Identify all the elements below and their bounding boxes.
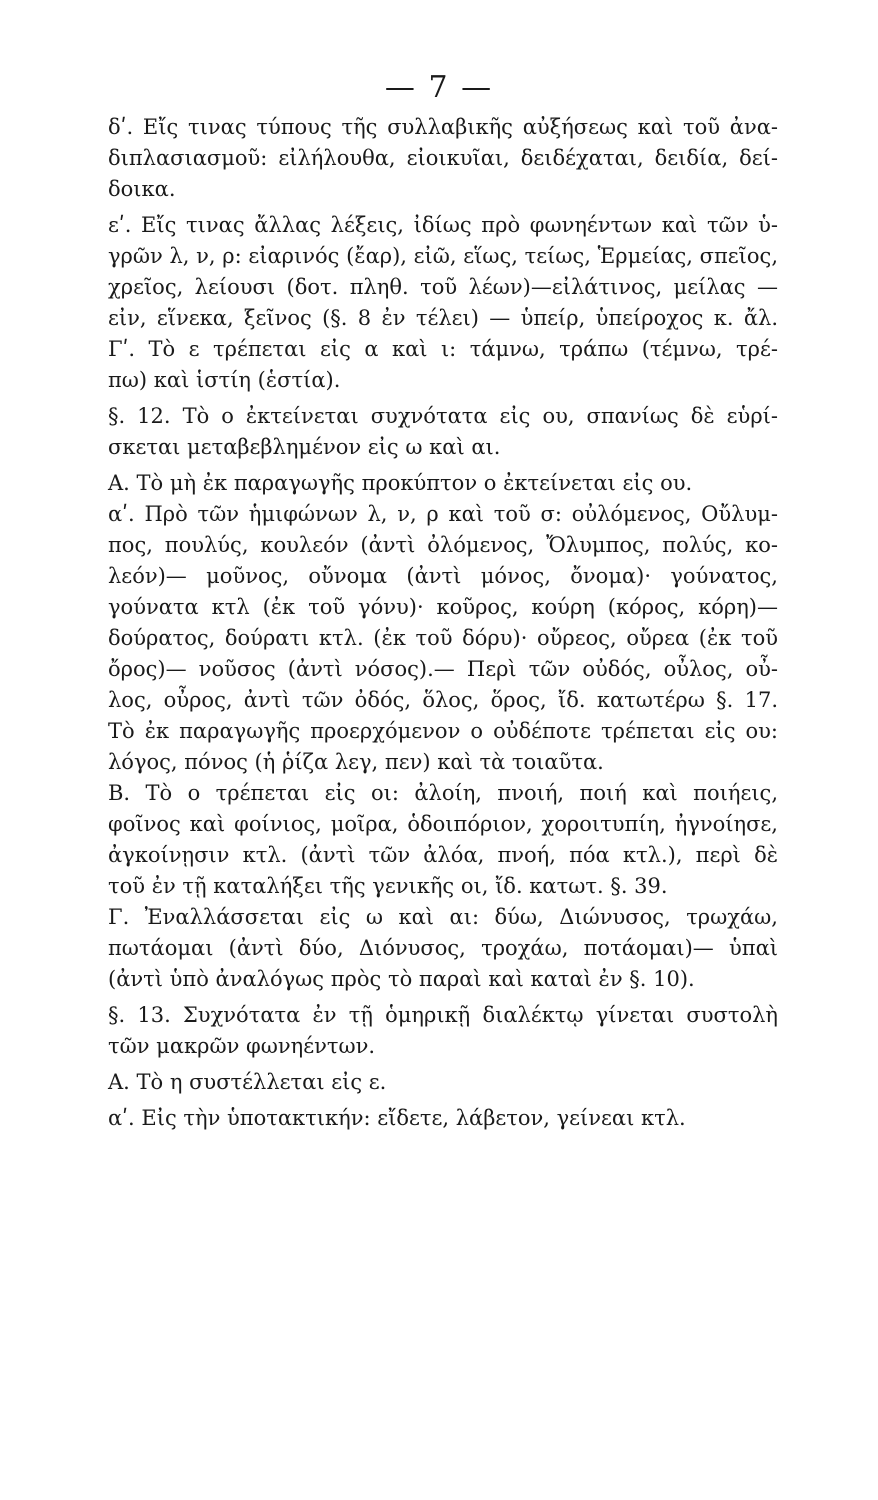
body-text [108,112,778,1134]
text-line: λος, οὖρος, ἀντὶ τῶν ὀδός, ὅλος, ὅρος, ἴδ. κατωτέρω §. 17. [108,688,778,712]
text-line: φοῖνος καὶ φοίνιος, μοῖρα, ὁδοιπόριον, χοροιτυπίη, ἠγνοίησε, [108,812,778,836]
text-line: Β. Τὸ ο τρέπεται εἰς οι: ἀλοίη, πνοιή, ποιή καὶ ποιήεις, [108,781,778,805]
text-line: Τὸ ἐκ παραγωγῆς προερχόμενον ο οὐδέποτε τρέπεται εἰς ου: [108,719,778,743]
text-line: πω) καὶ ἱστίη (ἑστία). [108,368,341,392]
text-line: Α. Τὸ μὴ ἐκ παραγωγῆς προκύπτον ο ἐκτείνεται εἰς ου. [108,471,693,495]
text-line: §. 13. Συχνότατα ἐν τῇ ὁμηρικῇ διαλέκτῳ γίνεται συστολὴ [108,1003,778,1027]
text-line: εʹ. Εἴς τινας ἄλλας λέξεις, ἰδίως πρὸ φωνηέντων καὶ τῶν ὑ- [108,213,778,237]
page-number: — 7 — [384,70,494,105]
text-line: αʹ. Πρὸ τῶν ἡμιφώνων λ, ν, ρ καὶ τοῦ σ: οὐλόμενος, Οὔλυμ- [108,502,778,526]
text-line: Α. Τὸ η συστέλλεται εἰς ε. [108,1070,387,1094]
text-line: §. 12. Τὸ ο ἐκτείνεται συχνότατα εἰς ου, σπανίως δὲ εὑρί- [108,404,778,428]
text-line: λόγος, πόνος (ἡ ῥίζα λεγ, πεν) καὶ τὰ τοιαῦτα. [108,750,604,774]
text-line: λεόν)— μοῦνος, οὔνομα (ἀντὶ μόνος, ὄνομα)· γούνατος, [108,564,778,588]
text-line: χρεῖος, λείουσι (δοτ. πληθ. τοῦ λέων)—εἰλάτινος, μείλας — [108,275,778,299]
text-line: Γ. Ἐναλλάσσεται εἰς ω καὶ αι: δύω, Διώνυσος, τρωχάω, [108,905,778,929]
text-line: δʹ. Εἴς τινας τύπους τῆς συλλαβικῆς αὐξήσεως καὶ τοῦ ἀνα- [108,115,778,139]
text-line: Γʹ. Τὸ ε τρέπεται εἰς α καὶ ι: τάμνω, τράπω (τέμνω, τρέ- [108,337,778,361]
text-line: τοῦ ἐν τῇ καταλήξει τῆς γενικῆς οι, ἴδ. κατωτ. §. 39. [108,874,668,898]
text-line: γρῶν λ, ν, ρ: εἰαρινός (ἔαρ), εἰῶ, εἵως, τείως, Ἑρμείας, σπεῖος, [108,244,778,268]
text-line: δούρατος, δούρατι κτλ. (ἐκ τοῦ δόρυ)· οὔρεος, οὔρεα (ἐκ τοῦ [108,626,778,650]
text-line: ὄρος)— νοῦσος (ἀντὶ νόσος).— Περὶ τῶν οὐδός, οὖλος, οὖ- [108,657,778,681]
text-line: γούνατα κτλ (ἐκ τοῦ γόνυ)· κοῦρος, κούρη (κόρος, κόρη)— [108,595,778,619]
text-line: πωτάομαι (ἀντὶ δύο, Διόνυσος, τροχάω, ποτάομαι)— ὑπαὶ [108,936,778,960]
text-line: τῶν μακρῶν φωνηέντων. [108,1034,376,1058]
text-line: ἀγκοίνῃσιν κτλ. (ἀντὶ τῶν ἀλόα, πνοή, πόα κτλ.), περὶ δὲ [108,843,778,867]
text-line: (ἀντὶ ὑπὸ ἀναλόγως πρὸς τὸ παραὶ καὶ καταὶ ἐν §. 10). [108,967,695,991]
text-line: πος, πουλύς, κουλεόν (ἀντὶ ὀλόμενος, Ὄλυμπος, πολύς, κο- [108,533,778,557]
text-line: σκεται μεταβεβλημένον εἰς ω καὶ αι. [108,435,501,459]
text-line: εἰν, εἵνεκα, ξεῖνος (§. 8 ἐν τέλει) — ὑπείρ, ὑπείροχος κ. ἄλ. [108,306,778,330]
text-line: διπλασιασμοῦ: εἰλήλουθα, εἰοικυῖαι, δειδέχαται, δειδία, δεί- [108,146,778,170]
text-line: αʹ. Εἰς τὴν ὑποτακτικήν: εἴδετε, λάβετον, γείνεαι κτλ. [108,1106,686,1130]
text-line: δοικα. [108,177,176,201]
